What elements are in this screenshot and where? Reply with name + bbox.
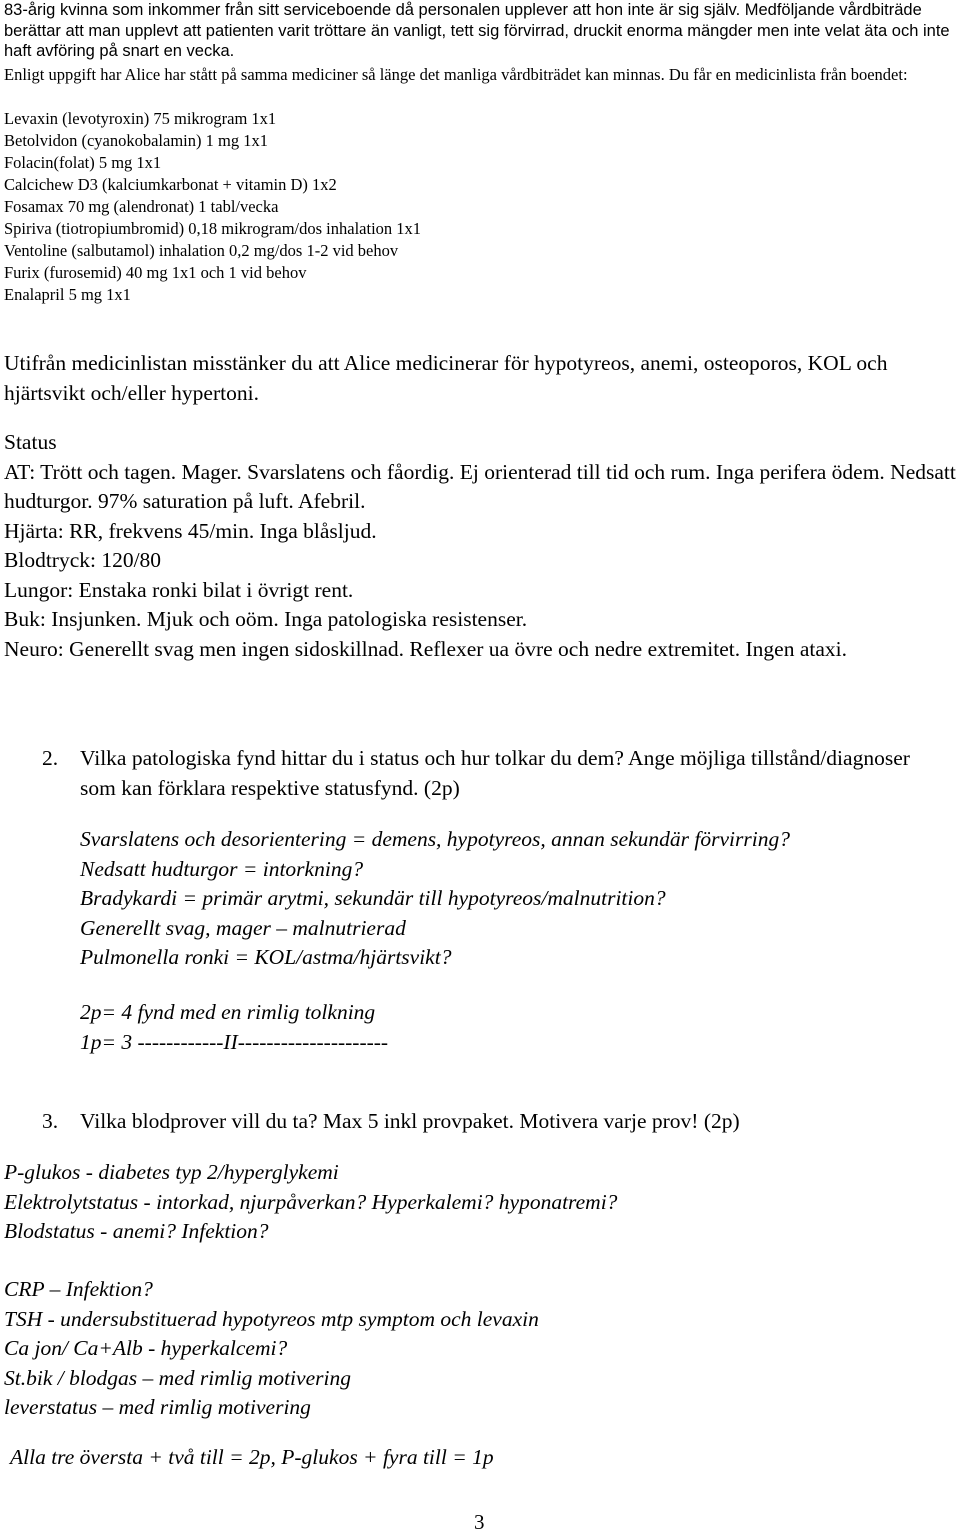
question-3-scoring — [10, 1443, 950, 1473]
status-hjarta: Hjärta: RR, frekvens 45/min. Inga blåsljud. — [4, 518, 377, 543]
medication-item: Betolvidon (cyanokobalamin) 1 mg 1x1 — [4, 131, 268, 150]
suspicion-text: Utifrån medicinlistan misstänker du att Alice medicinerar för hypotyreos, anemi, osteoporos, KOL och hjärtsvikt och/eller hypertoni. — [4, 351, 888, 405]
suspicion-paragraph — [4, 349, 956, 408]
medication-item: Folacin(folat) 5 mg 1x1 — [4, 153, 162, 172]
scoring-line: Alla tre översta + två till = 2p, P-glukos + fyra till = 1p — [10, 1445, 494, 1469]
status-blodtryck: Blodtryck: 120/80 — [4, 548, 162, 572]
medication-intro — [4, 64, 956, 86]
medication-item: Furix (furosemid) 40 mg 1x1 och 1 vid behov — [4, 263, 307, 282]
medication-list — [4, 108, 956, 306]
answer-line: TSH - undersubstituerad hypotyreos mtp symptom och levaxin — [4, 1306, 539, 1331]
status-neuro: Neuro: Generellt svag men ingen sidoskillnad. Reflexer ua övre och nedre extremitet. Ingen ataxi. — [4, 636, 847, 661]
question-2-scoring — [80, 998, 940, 1057]
answer-line: Pulmonella ronki = KOL/astma/hjärtsvikt? — [80, 945, 452, 969]
status-section — [4, 428, 956, 664]
answer-line: CRP – Infektion? — [4, 1277, 153, 1301]
medication-intro-text: Enligt uppgift har Alice har stått på samma mediciner så länge det manliga vårdbiträdet kan minnas. Du får en medicinlista från boendet: — [4, 65, 908, 84]
case-intro-paragraph — [4, 0, 956, 62]
question-3-answers-a — [4, 1158, 956, 1247]
answer-line: leverstatus – med rimlig motivering — [4, 1395, 311, 1419]
answer-line: P-glukos - diabetes typ 2/hyperglykemi — [4, 1160, 339, 1184]
answer-line: Nedsatt hudturgor = intorkning? — [80, 856, 364, 881]
page-number: 3 — [474, 1510, 485, 1534]
answer-line: Ca jon/ Ca+Alb - hyperkalcemi? — [4, 1336, 288, 1360]
status-buk: Buk: Insjunken. Mjuk och oöm. Inga patologiska resistenser. — [4, 607, 528, 631]
answer-line: Generellt svag, mager – malnutrierad — [80, 915, 406, 940]
question-2-text: Vilka patologiska fynd hittar du i status och hur tolkar du dem? Ange möjliga tillstånd/diagnoser som kan förklara respektive statusfynd. (2p) — [80, 746, 910, 800]
status-heading: Status — [4, 430, 57, 454]
medication-item: Fosamax 70 mg (alendronat) 1 tabl/vecka — [4, 197, 279, 216]
answer-line: Svarslatens och desorientering = demens, hypotyreos, annan sekundär förvirring? — [80, 827, 790, 851]
question-2-number: 2. — [42, 746, 59, 770]
question-3-text: Vilka blodprover vill du ta? Max 5 inkl provpaket. Motivera varje prov! (2p) — [80, 1109, 740, 1133]
medication-item: Levaxin (levotyroxin) 75 mikrogram 1x1 — [4, 109, 277, 128]
scoring-line: 2p= 4 fynd med en rimlig tolkning — [80, 1000, 376, 1024]
medication-item: Spiriva (tiotropiumbromid) 0,18 mikrogram/dos inhalation 1x1 — [4, 219, 422, 238]
question-3-number: 3. — [42, 1109, 59, 1133]
case-intro-text: 83-årig kvinna som inkommer från sitt serviceboende då personalen upplever att hon inte är sig själv. Medföljande vårdbiträde berättar att man upplevt att patienten varit tröttare än vanligt, tett sig förvirrad, druckit enorma mängder men inte velat äta och inte haft avföring på snart en vecka. — [4, 1, 950, 60]
medication-item: Calcichew D3 (kalciumkarbonat + vitamin D) 1x2 — [4, 175, 337, 194]
medication-item: Enalapril 5 mg 1x1 — [4, 285, 131, 304]
question-3-answers-b — [4, 1275, 956, 1423]
medication-item: Ventoline (salbutamol) inhalation 0,2 mg/dos 1-2 vid behov — [4, 241, 399, 260]
answer-line: St.bik / blodgas – med rimlig motivering — [4, 1365, 351, 1390]
status-at: AT: Trött och tagen. Mager. Svarslatens och fåordig. Ej orienterad till tid och rum. Inga perifera ödem. Nedsatt hudturgor. 97% saturation på luft. Afebril. — [4, 459, 956, 513]
question-2-answers — [80, 825, 940, 973]
status-lungor: Lungor: Enstaka ronki bilat i övrigt rent. — [4, 577, 354, 602]
scoring-line: 1p= 3 ------------II--------------------- — [80, 1029, 389, 1054]
answer-line: Blodstatus - anemi? Infektion? — [4, 1219, 269, 1243]
answer-line: Bradykardi = primär arytmi, sekundär till hypotyreos/malnutrition? — [80, 886, 666, 910]
answer-line: Elektrolytstatus - intorkad, njurpåverkan? Hyperkalemi? hyponatremi? — [4, 1189, 618, 1214]
